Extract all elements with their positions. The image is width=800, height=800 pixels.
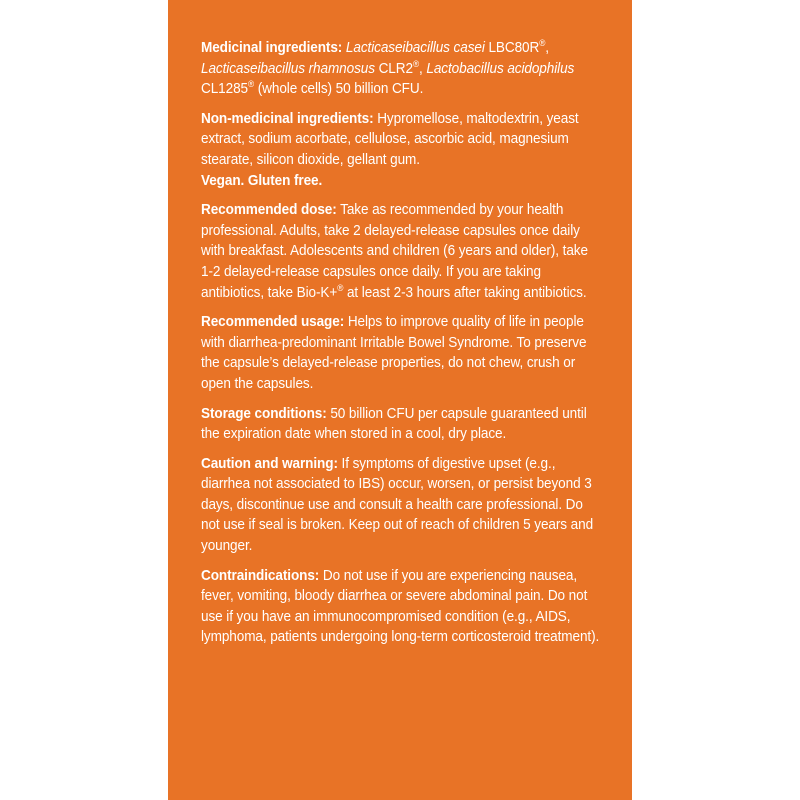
- vegan-gluten-free: Vegan. Gluten free.: [201, 172, 323, 189]
- registered-mark: ®: [412, 58, 420, 69]
- recommended-dose-text: Take as recommended by your health professional. Adults, take 2 delayed-release capsules once daily with breakfast. Adolescents and children (6 years and older), take 1-2 delayed-release capsules once daily. If you are taking antibiotics, take Bio-K+: [201, 202, 588, 301]
- medicinal-tail: (whole cells) 50 billion CFU.: [254, 81, 424, 98]
- recommended-usage-text: Helps to improve quality of life in people with diarrhea-predominant Irritable Bowel Syndrome. To preserve the capsule’s delayed-release properties, do not chew, crush or open the capsules.: [201, 314, 587, 392]
- caution-and-warning-text: If symptoms of digestive upset (e.g., diarrhea not associated to IBS) occur, worsen, or persist beyond 3 days, discontinue use and consult a health care professional. Do not use if seal is broken. Keep out of reach of children 5 years and younger.: [201, 455, 594, 555]
- medicinal-ingredients: Medicinal ingredients: Lacticaseibacillus casei LBC80R®, Lacticaseibacillus rhamnosus CLR2®, Lactobacillus acidophilus CL1285® (whole cells) 50 billion CFU.: [201, 38, 575, 98]
- non-medicinal-ingredients-text: Hypromellose, maltodextrin, yeast extract, sodium acorbate, cellulose, ascorbic acid, magnesium stearate, silicon dioxide, gellant gum.: [201, 110, 579, 168]
- recommended-usage-label: Recommended usage:: [201, 314, 345, 331]
- non-medicinal-ingredients: [201, 109, 601, 171]
- registered-mark: ®: [247, 79, 255, 90]
- recommended-dose-label: Recommended dose:: [201, 202, 337, 219]
- recommended-dose: [201, 200, 601, 303]
- label-panel: [168, 0, 632, 800]
- caution-and-warning: [201, 454, 601, 557]
- strain-1-name: Lacticaseibacillus casei: [345, 40, 485, 56]
- registered-mark: ®: [337, 282, 344, 293]
- storage-conditions-text: 50 billion CFU per capsule guaranteed until the expiration date when stored in a cool, dry place.: [201, 405, 587, 443]
- strain-3-code: CL1285: [201, 81, 248, 98]
- strain-2-code: CLR2: [374, 60, 413, 77]
- registered-mark: ®: [539, 38, 546, 48]
- non-medicinal-ingredients-label: Non-medicinal ingredients:: [201, 110, 374, 127]
- contraindications-text: Do not use if you are experiencing nausea, fever, vomiting, bloody diarrhea or severe abdominal pain. Do not use if you have an immunocompromised condition (e.g., AIDS, lymphoma, patients undergoing long-term corticosteroid treatment).: [201, 567, 600, 646]
- storage-conditions-label: Storage conditions:: [201, 405, 327, 422]
- strain-2-name: Lacticaseibacillus rhamnosus: [201, 60, 375, 77]
- storage-conditions: [201, 404, 601, 445]
- recommended-usage: [201, 312, 601, 394]
- caution-and-warning-label: Caution and warning:: [201, 455, 338, 472]
- contraindications-label: Contraindications:: [201, 567, 320, 584]
- contraindications: [201, 566, 601, 648]
- medicinal-ingredients-label: Medicinal ingredients:: [201, 40, 343, 56]
- strain-1-code: LBC80R: [484, 40, 540, 56]
- recommended-dose-text-after: at least 2-3 hours after taking antibiotics.: [343, 284, 587, 301]
- strain-3-name: Lactobacillus acidophilus: [426, 60, 575, 77]
